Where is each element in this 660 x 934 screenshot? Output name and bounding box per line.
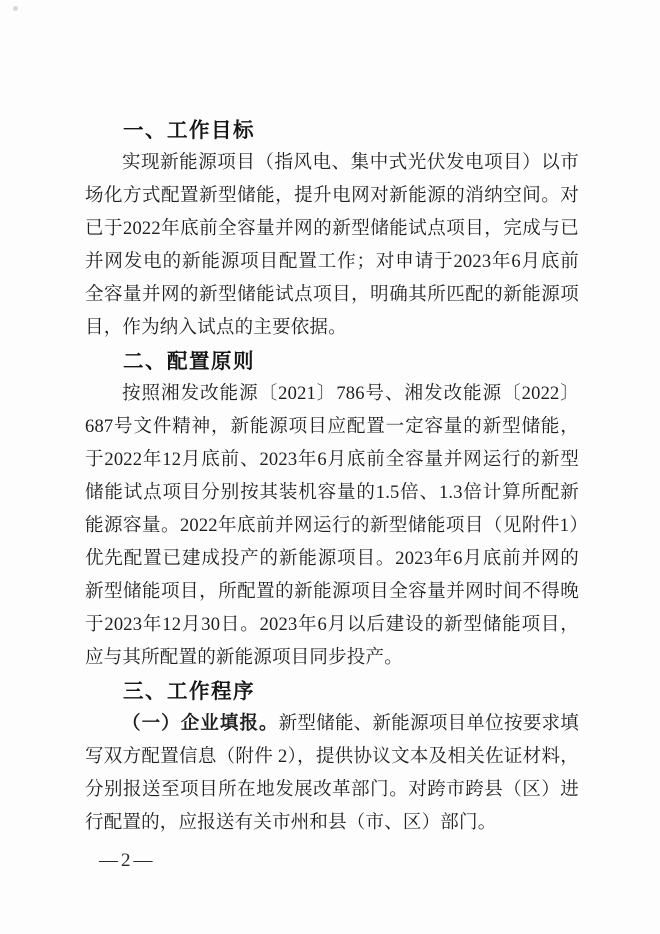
section-1-heading: 一、工作目标 [123, 119, 255, 142]
paragraph-text: 新型储能、新能源项目单位按要求填写双方配置信息（附件 2），提供协议文本及相关佐证材料，分别报送至项目所在地发展改革部门。对跨市跨县（区）进行配置的，应报送有关市州和县（市、区）部门。 [85, 714, 579, 833]
section-3-paragraph [85, 708, 579, 840]
page-number: —2— [99, 850, 156, 871]
section-2-heading: 二、配置原则 [123, 350, 255, 373]
section-3-heading: 三、工作程序 [123, 680, 255, 703]
scan-artifact [13, 6, 18, 11]
document-body [85, 114, 579, 840]
section-2-paragraph: 按照湘发改能源〔2021〕786号、湘发改能源〔2022〕687号文件精神，新能源项目应配置一定容量的新型储能，于2022年12月底前、2023年6月底前全容量并网运行的新型储能试点项目分别按其装机容量的1.5倍、1.3倍计算所配新能源容量。2022年底前并网运行的新型储能项目（见附件1）优先配置已建成投产的新能源项目。2023年6月底前并网的新型储能项目，所配置的新能源项目全容量并网时间不得晚于2023年12月30日。2023年6月以后建设的新型储能项目，应与其所配置的新能源项目同步投产。 [85, 384, 579, 668]
section-1-paragraph: 实现新能源项目（指风电、集中式光伏发电项目）以市场化方式配置新型储能，提升电网对新能源的消纳空间。对已于2022年底前全容量并网的新型储能试点项目，完成与已并网发电的新能源项目配置工作；对申请于2023年6月底前全容量并网的新型储能试点项目，明确其所匹配的新能源项目，作为纳入试点的主要依据。 [85, 153, 579, 338]
paragraph-lead-bold: （一）企业填报。 [122, 714, 279, 734]
